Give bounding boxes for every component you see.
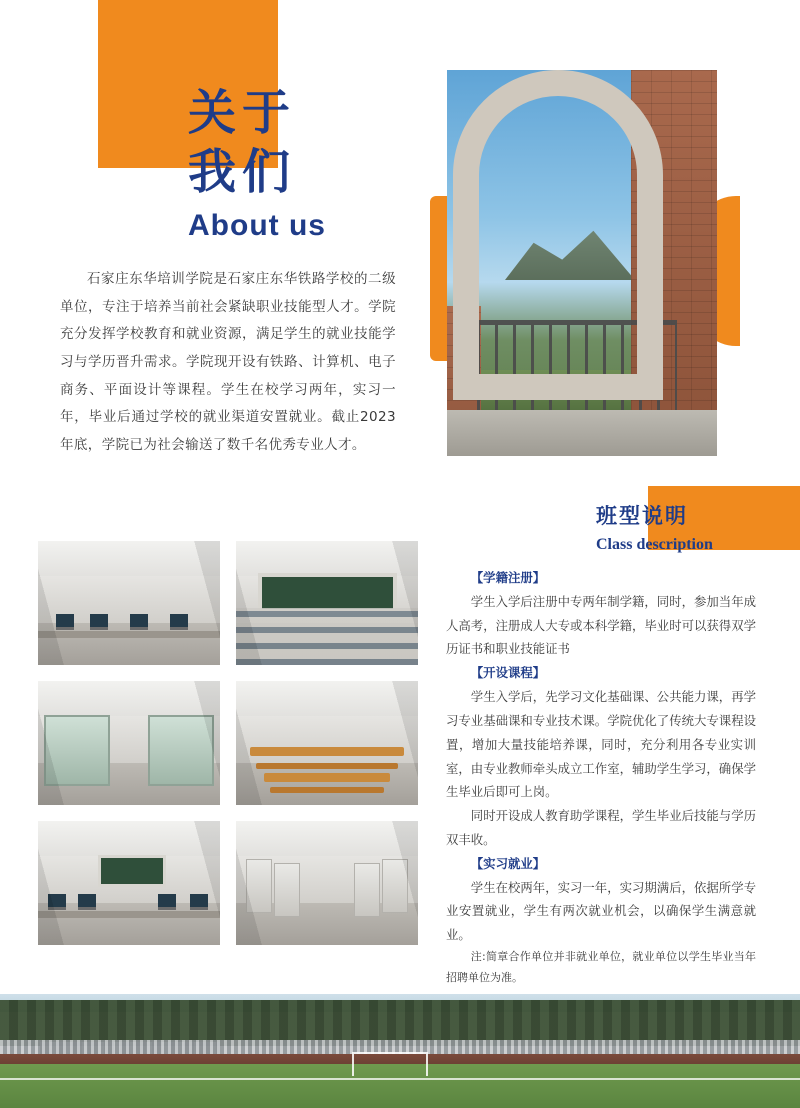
photo-shading: [236, 681, 418, 805]
class-section-3-label: 【实习就业】: [470, 855, 546, 871]
about-paragraph: 石家庄东华培训学院是石家庄东华铁路学校的二级单位，专注于培养当前社会紧缺职业技能型人才。学院充分发挥学校教育和就业资源，满足学生的就业技能学习与学历晋升需求。学院现开设有铁路、计算机、电子商务、平面设计等课程。学生在校学习两年，实习一年，毕业后通过学校的就业渠道安置就业。截止2023年底，学院已为社会输送了数千名优秀专业人才。: [60, 271, 396, 454]
photo-shading: [38, 681, 220, 805]
class-section-1-text: 学生入学后，先学习文化基础课、公共能力课，再学习专业基础课和专业技术课。学院优化了传统大专课程设置，增加大量技能培养课，同时，充分利用各专业实训室，由专业教师牵头成立工作室，辅助学生学习，确保学生毕业后即可上岗。: [446, 689, 756, 800]
class-description-body: [446, 566, 756, 989]
class-title-cn: 班型说明: [596, 504, 688, 528]
class-note: 注:简章合作单位并非就业单位，就业单位以学生毕业当年招聘单位为准。: [446, 950, 756, 984]
computer-lab-photo: [38, 541, 220, 665]
dormitory-photo: [38, 681, 220, 805]
class-section-3-text: 学生在校两年，实习一年，实习期满后，依据所学专业安置就业，学生有两次就业机会，以确保学生满意就业。: [446, 879, 756, 943]
class-section-0-text: 学生入学后注册中专两年制学籍，同时，参加当年成人高考，注册成人大专或本科学籍，毕业时可以获得双学历证书和职业技能证书: [446, 593, 756, 657]
about-title-cn-line1: 关于: [188, 85, 297, 141]
canteen-photo: [236, 681, 418, 805]
photo-shading: [236, 821, 418, 945]
photo-floor-layer: [447, 410, 717, 456]
classroom-photo: [236, 541, 418, 665]
class-section-3: [446, 852, 756, 876]
photo-shading: [38, 541, 220, 665]
about-title-cn-line2: 我们: [188, 143, 297, 200]
sports-field-photo: [0, 994, 800, 1108]
photo-goal-post: [352, 1052, 428, 1076]
campus-photo-grid: [38, 541, 418, 945]
class-section-1: [446, 661, 756, 685]
about-title-cn: [188, 84, 448, 201]
class-title-en: Class description: [596, 536, 713, 553]
class-section-0-label: 【学籍注册】: [470, 570, 546, 585]
about-title-en: About us: [188, 209, 326, 243]
photo-shading: [236, 541, 418, 665]
class-section-2-text: 同时开设成人教育助学课程，学生毕业后技能与学历双丰收。: [446, 808, 756, 847]
about-title-block: [188, 84, 448, 243]
class-section-0: [446, 566, 756, 590]
computer-classroom-photo: [38, 821, 220, 945]
campus-corridor-arch-photo: [447, 70, 717, 456]
corridor-photo: [236, 821, 418, 945]
photo-shading: [38, 821, 220, 945]
class-section-1-label: 【开设课程】: [470, 665, 546, 681]
photo-field-line: [0, 1078, 800, 1080]
class-title-block: [596, 500, 796, 554]
photo-arch-layer: [453, 70, 663, 400]
